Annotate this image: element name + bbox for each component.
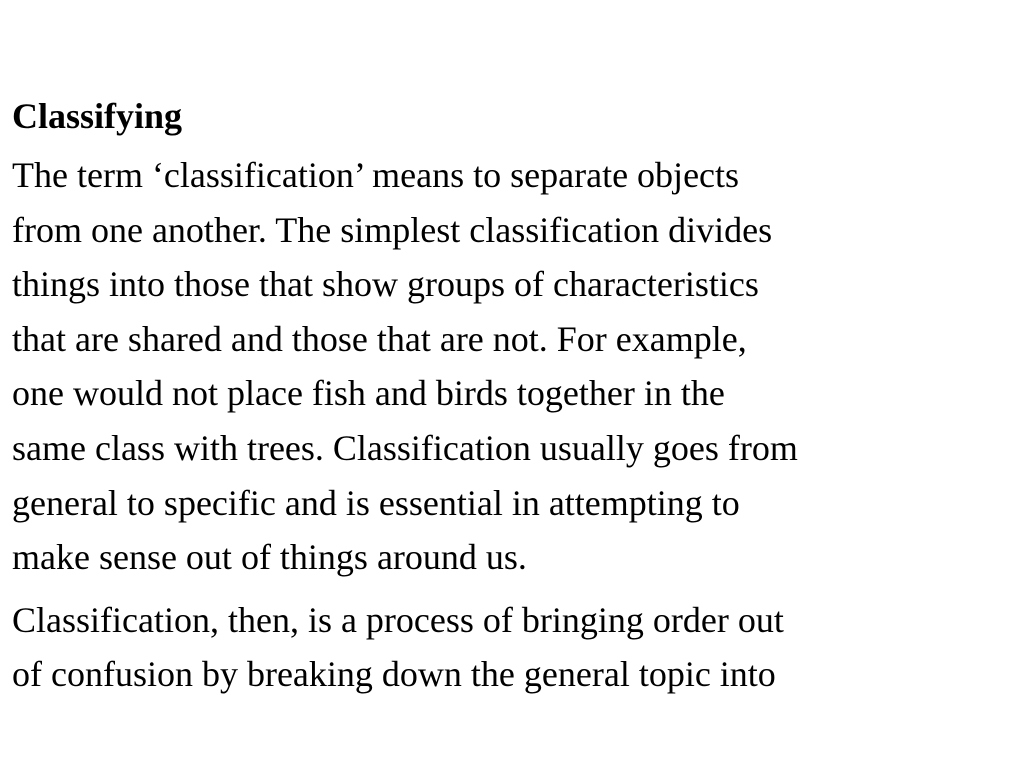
paragraph-line: from one another. The simplest classification divides xyxy=(12,209,773,250)
section-heading: Classifying xyxy=(12,96,183,136)
paragraph-line: The term ‘classification’ means to separate objects xyxy=(12,155,740,195)
paragraph-line: general to specific and is essential in attempting to xyxy=(12,482,740,523)
paragraph-line: make sense out of things around us. xyxy=(12,537,527,578)
paragraph-line: same class with trees. Classification usually goes from xyxy=(12,427,798,468)
paragraph-1 xyxy=(12,148,1012,585)
paragraph-line: of confusion by breaking down the general topic into xyxy=(12,654,776,695)
paragraph-line: Classification, then, is a process of bringing order out xyxy=(12,599,784,640)
paragraph-2 xyxy=(12,593,1012,702)
paragraph-line: one would not place fish and birds together in the xyxy=(12,373,725,414)
paragraph-line: things into those that show groups of characteristics xyxy=(12,264,759,305)
document-page xyxy=(12,94,1012,710)
paragraph-line: that are shared and those that are not. For example, xyxy=(12,318,747,359)
